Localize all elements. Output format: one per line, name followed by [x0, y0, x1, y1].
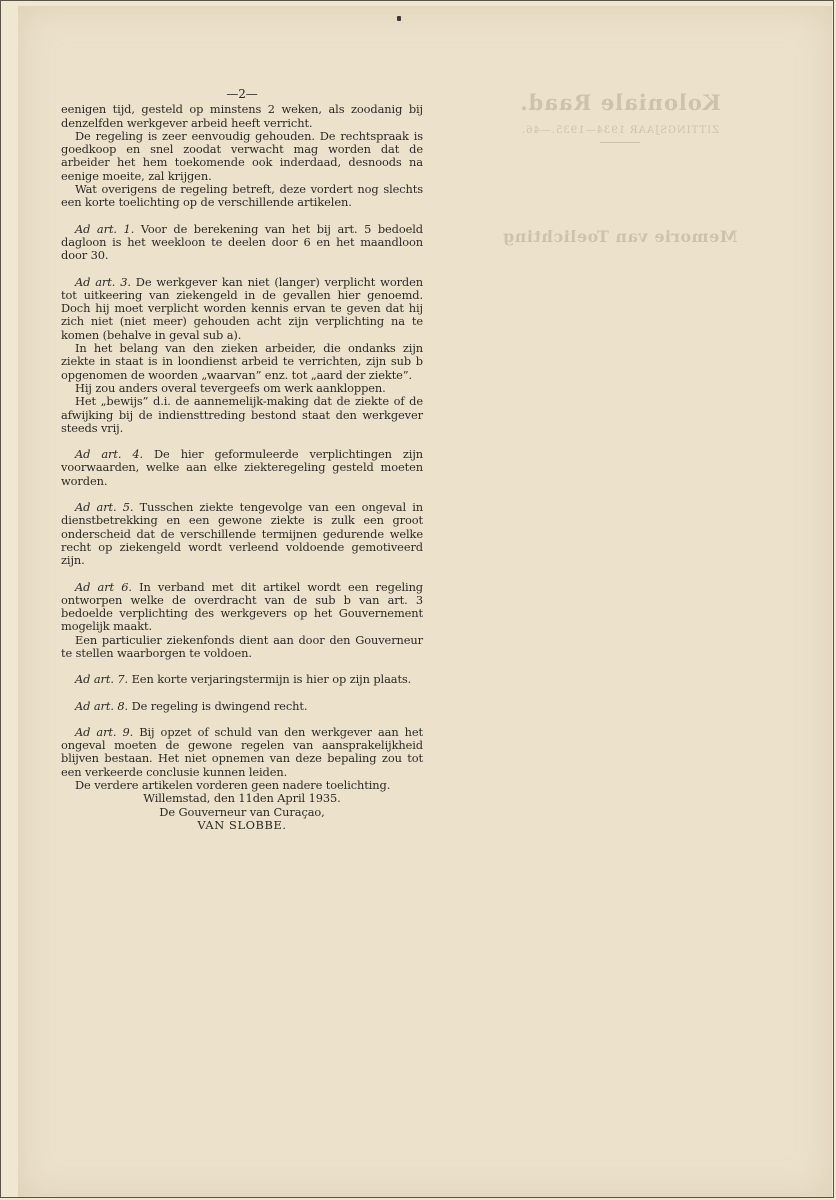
article-ref: Ad art. 3.: [75, 274, 131, 289]
signature-name: VAN SLOBBE.: [197, 817, 287, 832]
article-3-note: [61, 276, 423, 342]
paragraph: Het „bewijs” d.i. de aannemelijk-making dat de ziekte of de afwijking bij de indiensttreding bestond staat den werkgever steeds vrij.: [61, 394, 423, 435]
article-5-note: [61, 501, 423, 567]
paragraph: Hij zou anders overal tevergeefs om werk aankloppen.: [75, 380, 386, 395]
signature-place-date: Willemstad, den 11den April 1935.: [143, 791, 341, 806]
article-text: In verband met dit artikel wordt een regeling ontworpen welke de overdracht van de sub b van art. 3 bedoelde verplichting des werkgevers op het Gouvernement mogelijk maakt.: [61, 579, 423, 634]
article-text: Tusschen ziekte tengevolge van een ongeval in dienstbetrekking en een gewone ziekte is zulk een groot onderscheid dat de verschillende termijnen gedurende welke recht op ziekengeld wordt verleend voldoende gemotiveerd zijn.: [61, 500, 423, 568]
article-ref: Ad art. 4.: [75, 447, 144, 462]
article-ref: Ad art. 9.: [75, 724, 134, 739]
paragraph: In het belang van den zieken arbeider, die ondanks zijn ziekte in staat is in loondienst arbeid te verrichten, zijn sub b opgenomen de woorden „waarvan” enz. tot „aard der ziekte”.: [61, 341, 423, 382]
paragraph: eenigen tijd, gesteld op minstens 2 weken, als zoodanig bij denzelfden werkgever arbeid heeft verricht.: [61, 102, 423, 130]
bleed-through-text: [470, 90, 770, 246]
article-1-note: [61, 223, 423, 263]
article-8-note: [61, 700, 423, 713]
article-text: Een korte verjaringstermijn is hier op zijn plaats.: [128, 672, 412, 687]
bleed-rule: [600, 142, 640, 143]
article-text: De hier geformuleerde verplichtingen zijn voorwaarden, welke aan elke ziekteregeling gesteld moeten worden.: [61, 447, 424, 488]
paragraph: Wat overigens de regeling betreft, deze vordert nog slechts een korte toelichting op de verschillende artikelen.: [61, 182, 423, 210]
article-9-note: [61, 726, 423, 779]
article-text: Voor de berekening van het bij art. 5 bedoeld dagloon is het weekloon te deelen door 6 en het maandloon door 30.: [61, 221, 423, 263]
ink-speck: [397, 16, 401, 21]
article-ref: Ad art 6.: [75, 579, 132, 594]
article-ref: Ad art. 1.: [75, 221, 135, 236]
article-ref: Ad art. 8.: [75, 698, 129, 713]
article-text: De werkgever kan niet (langer) verplicht worden tot uitkeering van ziekengeld in de gevallen hier genoemd. Doch hij moet verplicht worden kennis ervan te geven dat hij zich niet (niet meer) gehouden acht zijn verplichting na te komen (behalve in geval sub a).: [61, 274, 423, 342]
article-text: Bij opzet of schuld van den werkgever aan het ongeval moeten de gewone regelen van aansprakelijkheid blijven bestaan. Het niet opnemen van deze bepaling zou tot een verkeerde conclusie kunnen leiden.: [61, 724, 424, 779]
article-6-note: [61, 581, 423, 634]
article-7-note: [61, 673, 423, 686]
article-4-note: [61, 448, 423, 488]
bleed-subtitle: Memorie van Toelichting: [502, 227, 738, 246]
bleed-session: ZITTINGSJAAR 1934—1935.—46.: [520, 125, 720, 136]
text-column: [61, 88, 423, 832]
signature-title: De Gouverneur van Curaçao,: [159, 804, 325, 819]
article-text: De regeling is dwingend recht.: [128, 698, 308, 713]
paragraph: Een particulier ziekenfonds dient aan door den Gouverneur te stellen waarborgen te voldoen.: [61, 632, 423, 660]
paragraph: De regeling is zeer eenvoudig gehouden. De rechtspraak is goedkoop en snel zoodat verwacht mag worden dat de arbeider het hem toekomende ook inderdaad, desnoods na eenige moeite, zal krijgen.: [61, 128, 423, 183]
bleed-heading: Koloniale Raad.: [519, 90, 721, 115]
paragraph: De verdere artikelen vorderen geen nadere toelichting.: [75, 778, 391, 793]
article-ref: Ad art. 7.: [75, 672, 129, 687]
page-number: —2—: [226, 87, 258, 101]
article-ref: Ad art. 5.: [75, 500, 134, 515]
